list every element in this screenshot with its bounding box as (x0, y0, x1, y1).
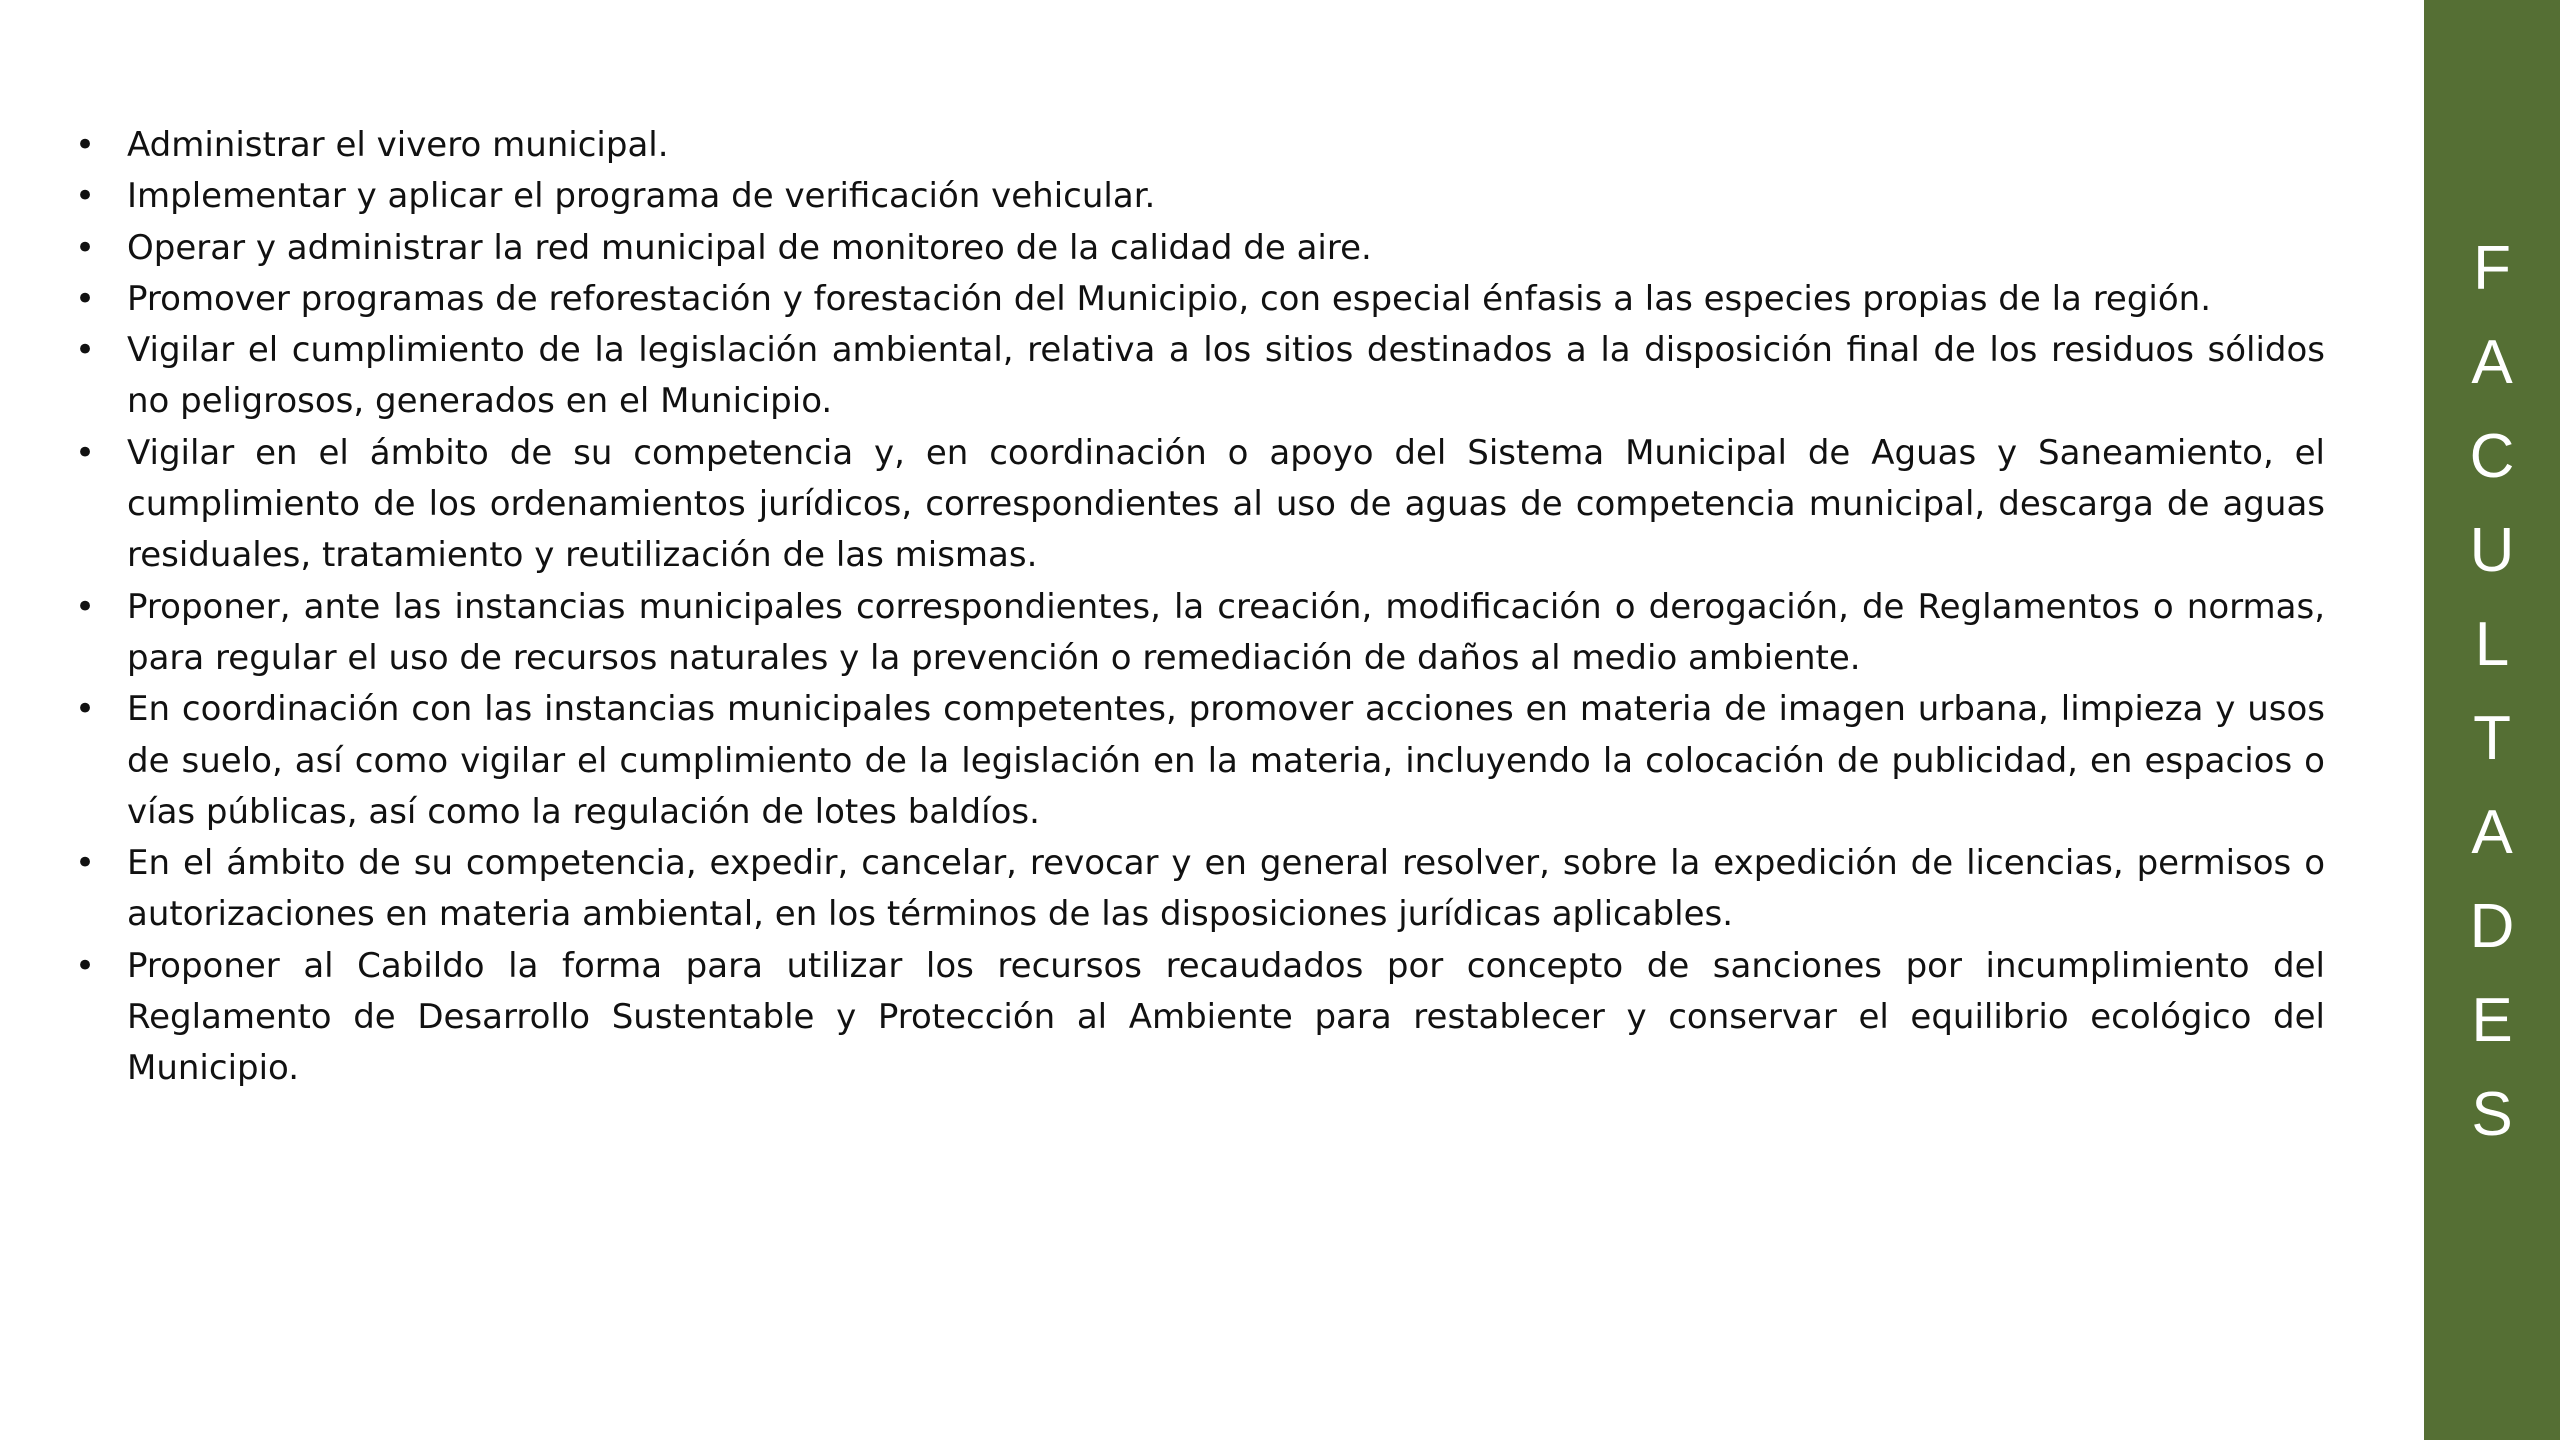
sidebar-title-letter: E (2471, 986, 2513, 1055)
list-item: • Implementar y aplicar el programa de verificación vehicular. (75, 171, 2325, 222)
sidebar-title-letter: D (2469, 892, 2515, 961)
sidebar-title-letter: L (2474, 610, 2510, 679)
list-item: • En el ámbito de su competencia, expedir, cancelar, revocar y en general resolver, sobre la expedición de licencias, permisos o autorizaciones en materia ambiental, en los términos de las disposiciones jurídicas aplicables. (75, 838, 2325, 941)
facultades-list (75, 120, 2325, 1095)
sidebar-title-letter: S (2471, 1080, 2513, 1149)
list-item: • Proponer al Cabildo la forma para utilizar los recursos recaudados por concepto de sanciones por incumplimiento del Reglamento de Desarrollo Sustentable y Protección al Ambiente para restablecer y conservar el equilibrio ecológico del Municipio. (75, 941, 2325, 1095)
sidebar-title-letter: C (2469, 422, 2515, 491)
sidebar-title-letter: T (2473, 704, 2511, 773)
sidebar-panel (2424, 0, 2560, 1440)
list-item: • Administrar el vivero municipal. (75, 120, 2325, 171)
sidebar-title-letter: U (2469, 516, 2515, 585)
facultades-content (75, 120, 2325, 1095)
list-item: • Vigilar el cumplimiento de la legislación ambiental, relativa a los sitios destinados a la disposición final de los residuos sólidos no peligrosos, generados en el Municipio. (75, 325, 2325, 428)
sidebar-title-letter: A (2471, 798, 2513, 867)
list-item: • En coordinación con las instancias municipales competentes, promover acciones en materia de imagen urbana, limpieza y usos de suelo, así como vigilar el cumplimiento de la legislación en la materia, incluyendo la colocación de publicidad, en espacios o vías públicas, así como la regulación de lotes baldíos. (75, 684, 2325, 838)
list-item: • Operar y administrar la red municipal de monitoreo de la calidad de aire. (75, 223, 2325, 274)
list-item: • Promover programas de reforestación y forestación del Municipio, con especial énfasis a las especies propias de la región. (75, 274, 2325, 325)
list-item: • Vigilar en el ámbito de su competencia y, en coordinación o apoyo del Sistema Municipal de Aguas y Saneamiento, el cumplimiento de los ordenamientos jurídicos, correspondientes al uso de aguas de competencia municipal, descarga de aguas residuales, tratamiento y reutilización de las mismas. (75, 428, 2325, 582)
list-item: • Proponer, ante las instancias municipales correspondientes, la creación, modificación o derogación, de Reglamentos o normas, para regular el uso de recursos naturales y la prevención o remediación de daños al medio ambiente. (75, 582, 2325, 685)
sidebar-title (2424, 222, 2560, 1162)
sidebar-title-letter: A (2471, 328, 2513, 397)
sidebar-title-letter: F (2473, 234, 2511, 303)
